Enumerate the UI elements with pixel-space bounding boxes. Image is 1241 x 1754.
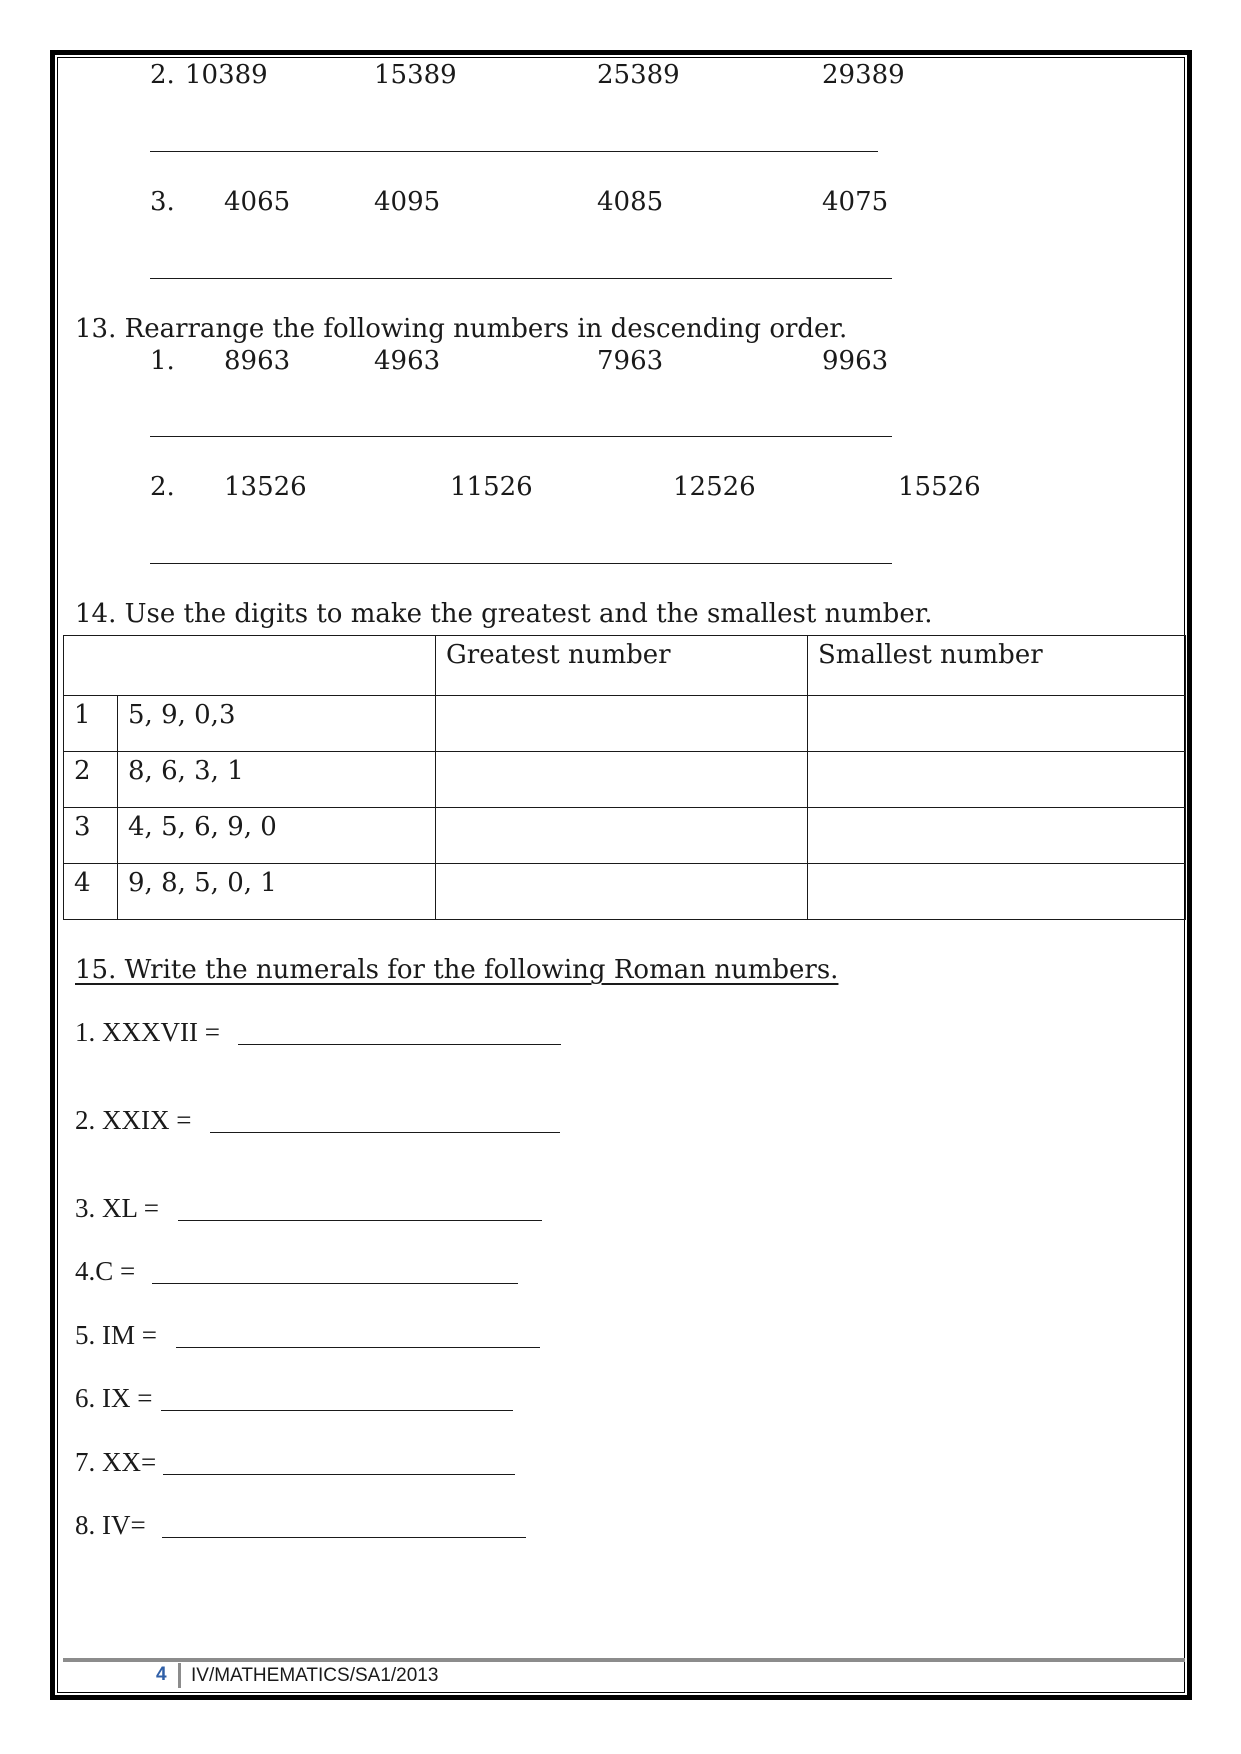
q12-row2-value-3: 25389 bbox=[597, 60, 680, 90]
roman-item-4: 4.C = bbox=[75, 1256, 136, 1286]
answer-blank-5[interactable] bbox=[176, 1347, 540, 1348]
q13-row1-label: 1. bbox=[150, 346, 175, 376]
table-row bbox=[64, 696, 1186, 752]
answer-line bbox=[150, 278, 892, 279]
roman-item-3: 3. XL = bbox=[75, 1193, 159, 1223]
smallest-answer-cell[interactable] bbox=[808, 696, 1186, 752]
answer-line bbox=[150, 436, 892, 437]
table-row bbox=[64, 808, 1186, 864]
q12-row2-value-1: 10389 bbox=[185, 60, 268, 90]
row-number: 3 bbox=[64, 808, 118, 864]
answer-blank-3[interactable] bbox=[178, 1220, 542, 1221]
header-greatest-number: Greatest number bbox=[436, 636, 808, 696]
row-digits: 9, 8, 5, 0, 1 bbox=[118, 864, 436, 920]
greatest-answer-cell[interactable] bbox=[436, 864, 808, 920]
smallest-answer-cell[interactable] bbox=[808, 864, 1186, 920]
q13-row1-value-2: 4963 bbox=[374, 346, 441, 376]
answer-blank-2[interactable] bbox=[210, 1132, 560, 1133]
q12-row3-value-3: 4085 bbox=[597, 187, 664, 217]
roman-item-2: 2. XXIX = bbox=[75, 1105, 192, 1135]
table-header-row bbox=[64, 636, 1186, 696]
q13-row2-value-3: 12526 bbox=[673, 472, 756, 502]
q12-row2-value-4: 29389 bbox=[822, 60, 905, 90]
answer-blank-6[interactable] bbox=[161, 1410, 513, 1411]
q13-row1-value-4: 9963 bbox=[822, 346, 889, 376]
roman-item-6: 6. IX = bbox=[75, 1383, 153, 1413]
row-digits: 8, 6, 3, 1 bbox=[118, 752, 436, 808]
footer-divider bbox=[178, 1663, 181, 1688]
table-row bbox=[64, 752, 1186, 808]
row-number: 1 bbox=[64, 696, 118, 752]
roman-item-1: 1. XXXVII = bbox=[75, 1017, 220, 1047]
answer-blank-7[interactable] bbox=[163, 1474, 515, 1475]
answer-blank-8[interactable] bbox=[162, 1537, 526, 1538]
digits-table bbox=[63, 635, 1186, 920]
q13-row2-value-2: 11526 bbox=[450, 472, 533, 502]
page-number: 4 bbox=[156, 1664, 167, 1685]
q12-row3-value-1: 4065 bbox=[224, 187, 291, 217]
row-number: 2 bbox=[64, 752, 118, 808]
q15-title: 15. Write the numerals for the following Roman numbers. bbox=[75, 955, 839, 985]
footer-text: IV/MATHEMATICS/SA1/2013 bbox=[191, 1665, 439, 1686]
q13-row1-value-1: 8963 bbox=[224, 346, 291, 376]
answer-line bbox=[150, 563, 892, 564]
q14-title: 14. Use the digits to make the greatest and the smallest number. bbox=[75, 599, 933, 629]
q12-row3-value-2: 4095 bbox=[374, 187, 441, 217]
answer-line bbox=[150, 151, 878, 152]
greatest-answer-cell[interactable] bbox=[436, 696, 808, 752]
greatest-answer-cell[interactable] bbox=[436, 752, 808, 808]
q12-row2-label: 2. bbox=[150, 60, 175, 90]
q12-row2-value-2: 15389 bbox=[374, 60, 457, 90]
smallest-answer-cell[interactable] bbox=[808, 752, 1186, 808]
q13-row1-value-3: 7963 bbox=[597, 346, 664, 376]
smallest-answer-cell[interactable] bbox=[808, 808, 1186, 864]
q12-row3-label: 3. bbox=[150, 187, 175, 217]
table-row bbox=[64, 864, 1186, 920]
header-smallest-number: Smallest number bbox=[808, 636, 1186, 696]
q13-row2-value-4: 15526 bbox=[898, 472, 981, 502]
table-header-empty bbox=[64, 636, 436, 696]
q13-title: 13. Rearrange the following numbers in descending order. bbox=[75, 314, 848, 344]
row-number: 4 bbox=[64, 864, 118, 920]
roman-item-8: 8. IV= bbox=[75, 1510, 146, 1540]
greatest-answer-cell[interactable] bbox=[436, 808, 808, 864]
row-digits: 4, 5, 6, 9, 0 bbox=[118, 808, 436, 864]
row-digits: 5, 9, 0,3 bbox=[118, 696, 436, 752]
q12-row3-value-4: 4075 bbox=[822, 187, 889, 217]
answer-blank-4[interactable] bbox=[152, 1283, 518, 1284]
answer-blank-1[interactable] bbox=[238, 1044, 561, 1045]
roman-item-7: 7. XX= bbox=[75, 1447, 157, 1477]
roman-item-5: 5. IM = bbox=[75, 1320, 157, 1350]
q13-row2-value-1: 13526 bbox=[224, 472, 307, 502]
q13-row2-label: 2. bbox=[150, 472, 175, 502]
footer-rule bbox=[63, 1658, 1185, 1662]
